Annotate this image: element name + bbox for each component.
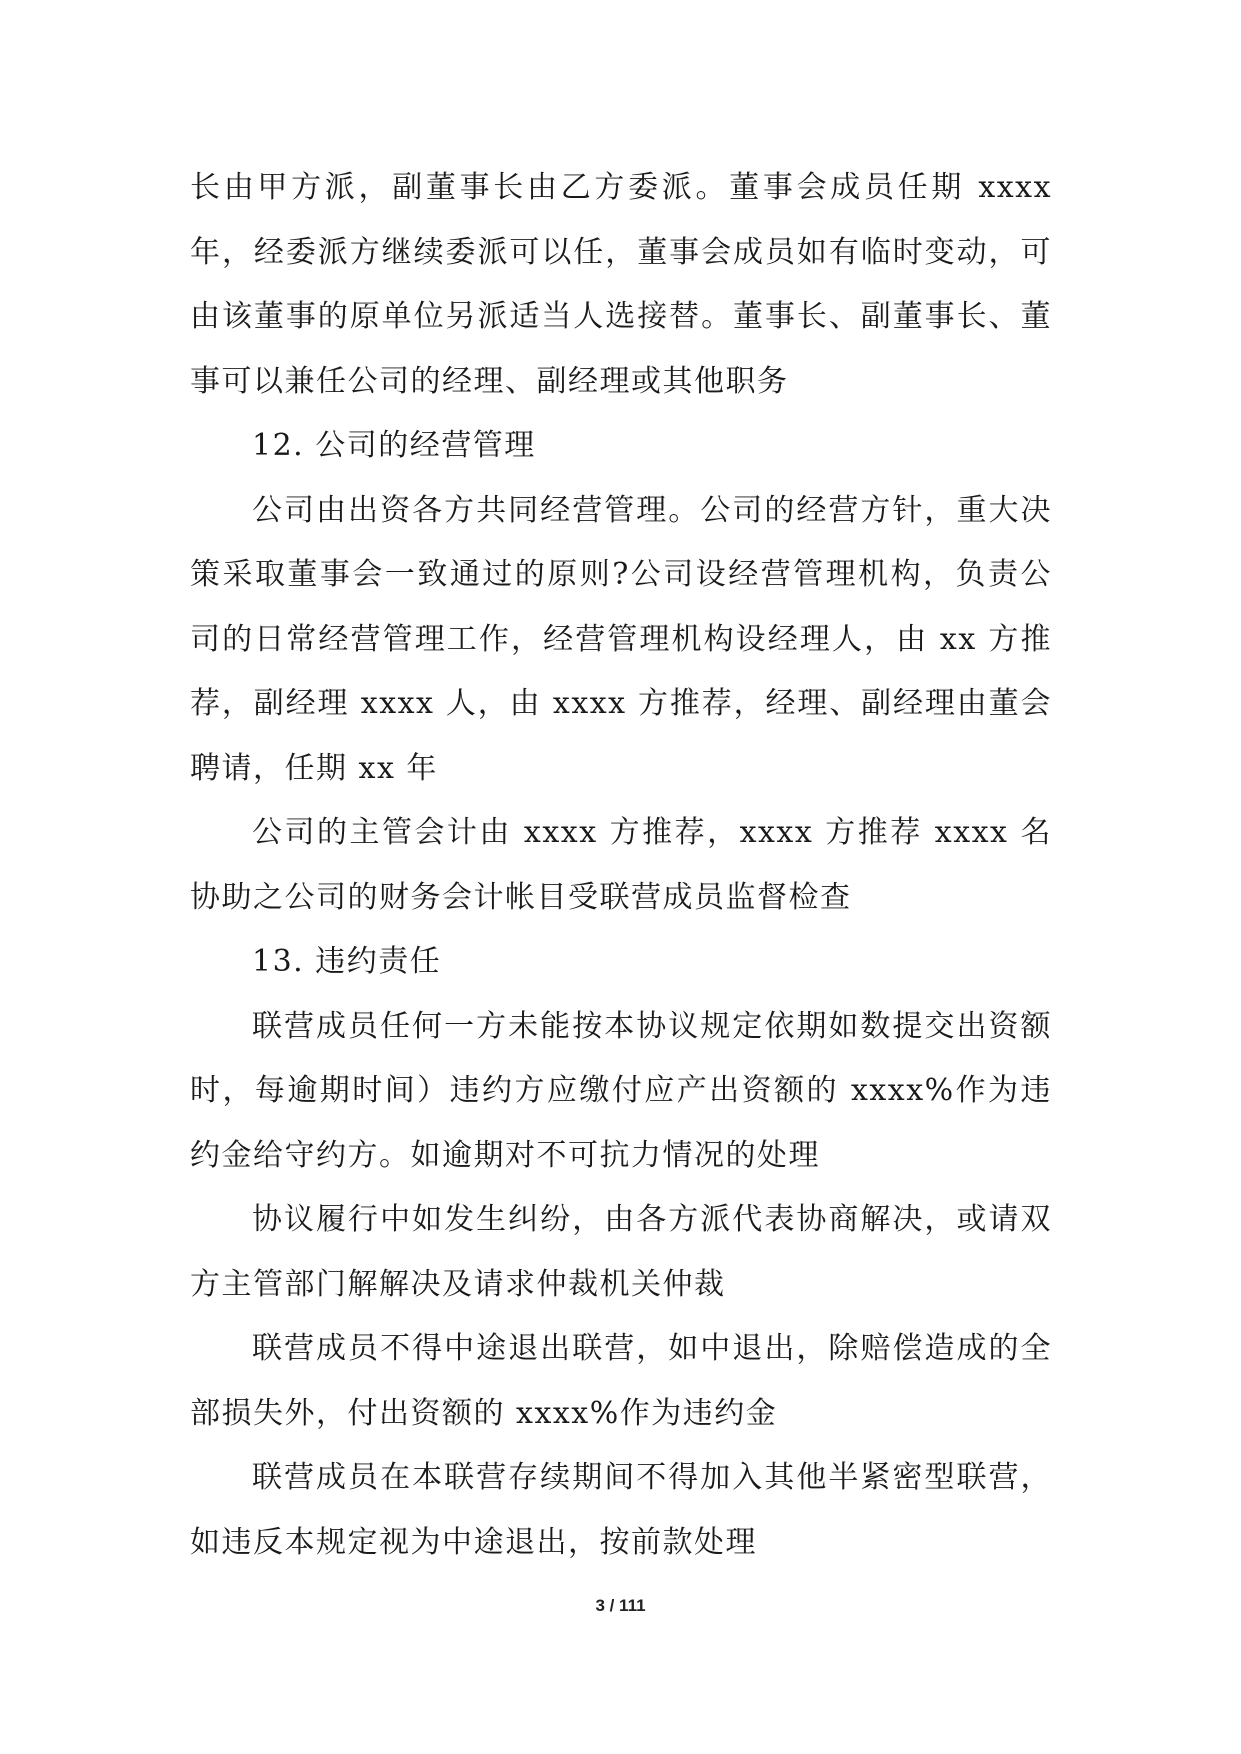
paragraph-accounting: 公司的主管会计由 xxxx 方推荐，xxxx 方推荐 xxxx 名协助之公司的财务会计帐目受联营成员监督检查 [190,815,1052,915]
paragraph-dispute-resolution: 协议履行中如发生纠纷，由各方派代表协商解决，或请双方主管部门解解决及请求仲裁机关仲裁 [190,1202,1052,1302]
paragraph-management: 公司由出资各方共同经营管理。公司的经营方针，重大决策采取董事会一致通过的原则?公司设经营管理机构，负责公司的日常经营管理工作，经营管理机构设经理人，由 xx 方推荐，副经理 xxxx 人，由 xxxx 方推荐，经理、副经理由董会聘请，任期 xx 年 [190,492,1052,786]
page-number: 3 / 111 [595,1596,646,1615]
paragraph-withdrawal-penalty: 联营成员不得中途退出联营，如中退出，除赔偿造成的全部损失外，付出资额的 xxxx%作为违约金 [190,1331,1052,1431]
page-body [190,156,1052,1575]
section-heading-12: 12. 公司的经营管理 [252,428,536,463]
section-heading-13: 13. 违约责任 [252,944,442,979]
paragraph-other-joint-venture: 联营成员在本联营存续期间不得加入其他半紧密型联营，如违反本规定视为中途退出，按前款处理 [190,1460,1052,1560]
paragraph-board-term-continued: 长由甲方派，副董事长由乙方委派。董事会成员任期 xxxx 年，经委派方继续委派可以任，董事会成员如有临时变动，可由该董事的原单位另派适当人选接替。董事长、副董事长、董事可以兼任公司的经理、副经理或其他职务 [190,170,1052,399]
paragraph-late-contribution: 联营成员任何一方未能按本协议规定依期如数提交出资额时，每逾期时间）违约方应缴付应产出资额的 xxxx%作为违约金给守约方。如逾期对不可抗力情况的处理 [190,1008,1052,1173]
